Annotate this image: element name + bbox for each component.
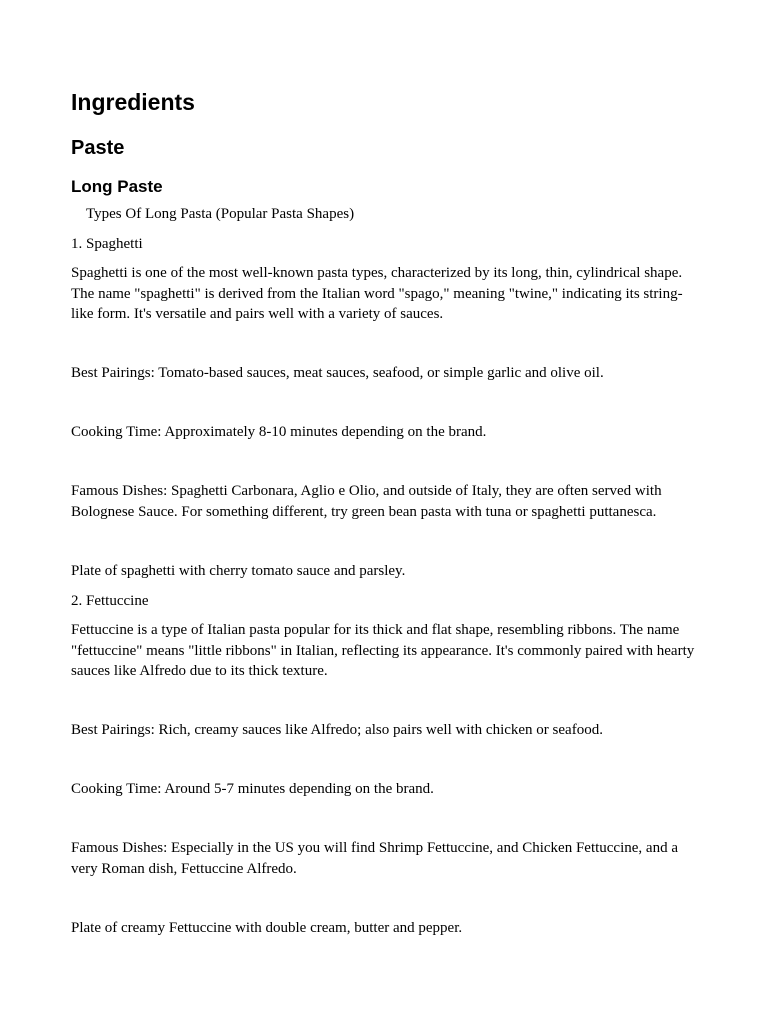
fettuccine-pairings: Best Pairings: Rich, creamy sauces like Alfredo; also pairs well with chicken or seafood.	[71, 722, 603, 738]
fettuccine-cooking-time: Cooking Time: Around 5-7 minutes depending on the brand.	[71, 781, 434, 797]
fettuccine-title: 2. Fettuccine	[71, 593, 149, 609]
fettuccine-famous-dishes: Famous Dishes: Especially in the US you will find Shrimp Fettuccine, and Chicken Fettuccine, and a very Roman dish, Fettuccine Alfredo.	[71, 840, 678, 877]
spaghetti-pairings: Best Pairings: Tomato-based sauces, meat sauces, seafood, or simple garlic and olive oil.	[71, 365, 604, 381]
fettuccine-image-caption: Plate of creamy Fettuccine with double cream, butter and pepper.	[71, 920, 463, 936]
intro-text: Types Of Long Pasta (Popular Pasta Shapes)	[86, 206, 355, 222]
spaghetti-cooking-time: Cooking Time: Approximately 8-10 minutes depending on the brand.	[71, 424, 487, 440]
spaghetti-famous-dishes: Famous Dishes: Spaghetti Carbonara, Aglio e Olio, and outside of Italy, they are often served with Bolognese Sauce. For something different, try green bean pasta with tuna or spaghetti puttanesca.	[71, 483, 662, 520]
spaghetti-image-caption: Plate of spaghetti with cherry tomato sauce and parsley.	[71, 563, 406, 579]
heading-ingredients: Ingredients	[71, 89, 195, 115]
heading-paste: Paste	[71, 137, 125, 159]
heading-long-paste: Long Paste	[71, 177, 163, 196]
fettuccine-description: Fettuccine is a type of Italian pasta popular for its thick and flat shape, resembling ribbons. The name "fettuccine" means "little ribbons" in Italian, reflecting its appearance. It's commonly paired with hearty sauces like Alfredo due to its thick texture.	[71, 622, 695, 679]
spaghetti-description: Spaghetti is one of the most well-known pasta types, characterized by its long, thin, cylindrical shape. The name "spaghetti" is derived from the Italian word "spago," meaning "twine," indicating its string-like form. It's versatile and pairs well with a variety of sauces.	[71, 265, 683, 322]
spaghetti-title: 1. Spaghetti	[71, 236, 143, 252]
